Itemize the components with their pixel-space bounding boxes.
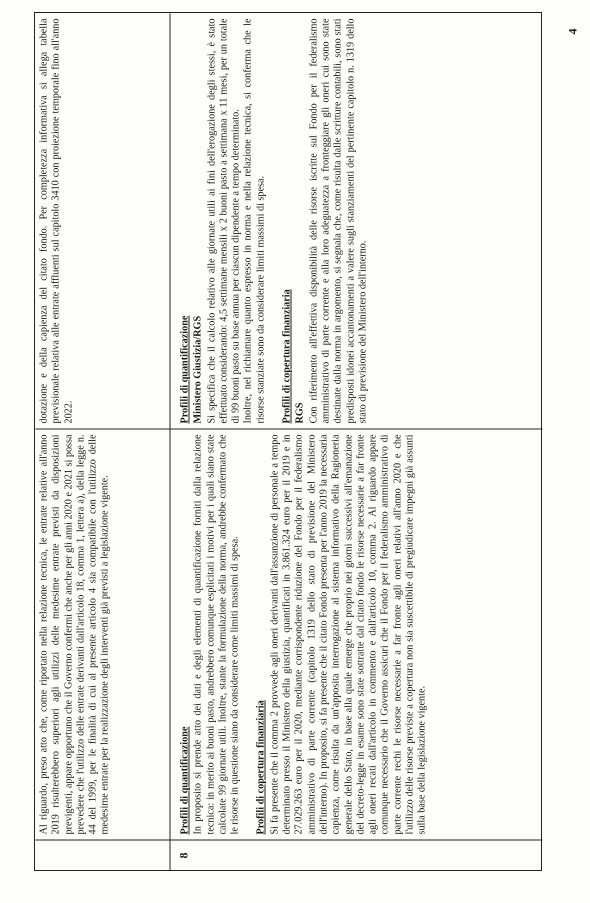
table-row-8 [169,13,542,870]
paragraph: Si fa presente che il comma 2 provvede agli oneri derivanti dall'assunzione di personale a tempo determinato presso il Ministero della giustizia, quantificati in 3.861.324 euro per il 2019 e in 27.029.263 euro per il 2020, mediante corrispondente riduzione del Fondo per il federalismo amministrativo di parte corrente (capitolo 1319 dello stato di previsione del Ministero dell'interno). In proposito, si fa presente che il citato Fondo presenta per l'anno 2019 la necessaria capienza, come risulta da un'apposita interrogazione al sistema informativo della Ragioneria generale dello Stato, in base alla quale emerge che proprio nei giorni successivi all'emanazione del decreto-legge in esame sono state sottratte dal citato fondo le risorse necessarie a far fronte agli oneri recati dall'articolo in commento e dall'articolo 10, comma 2. Al riguardo appare comunque necessario che il Governo assicuri che il Fondo per il federalismo amministrativo di parte corrente rechi le risorse necessarie a far fronte agli oneri relativi all'anno 2020 e che l'utilizzo delle risorse previste a copertura non sia suscettibile di pregiudicare impegni già assunti sulla base della legislazione vigente. [268,434,428,834]
page-number: 4 [565,28,580,35]
paragraph: Inoltre, nel richiamare quanto espresso in norma e nella relazione tecnica, si conferma che le risorse stanziate sono da considerare limiti massimi di spesa. [242,18,266,423]
table [34,12,542,871]
section-heading: Profili di quantificazione [179,315,190,423]
table-row-continued [35,13,169,870]
row-number-cell [35,840,169,870]
observation-cell [170,428,542,840]
section-heading: Profili di quantificazione [179,726,190,834]
observation-text: Al riguardo, preso atto che, come riportato nella relazione tecnica, le entrate relative all'anno 2019 risulterebbero superiori agli utilizzi delle medesime entrate previsti da disposizioni previgenti, appare opportuno che il Governo confermi che anche per gli anni 2020 e 2021 si possa prevedere che l'utilizzo delle entrate derivanti dall'articolo 18, comma 1, lettera a), della legge n. 44 del 1999, per le finalità di cui al presente articolo 4 sia compatibile con l'utilizzo delle medesime entrate per la realizzazione degli interventi già previsti a legislazione vigente. [38,434,111,834]
paragraph: Si specifica che il calcolo relativo alle giornate utili ai fini dell'erogazione degli stessi, è stato effettuato considerando: 4,5 settimane mensili x 2 buoni pasto a settimana x 11 mesi, per un totale di 99 buoni pasto su base annua per ciascun dipendente a tempo determinato. [205,18,242,423]
observation-cell [35,428,169,840]
subheading: RGS [294,402,306,423]
rotated-table-content [35,13,541,870]
paragraph: In proposito si prende atto dei dati e degli elementi di quantificazione forniti dalla relazione tecnica: in merito ai buoni pasto, andrebbero comunque esplicitati i motivi per i quali siano state calcolate 99 giornate utili. Inoltre, stante la formulazione della norma, andrebbe confermato che le risorse in questione siano da considerare come limiti massimi di spesa. [192,434,241,834]
subheading: Ministero Giustizia/RGS [192,315,204,423]
row-number: 8 [176,852,190,858]
paragraph: Con riferimento all'effettiva disponibilità delle risorse iscritte sul Fondo per il federalismo amministrativo di parte corrente e alla loro adeguatezza a fronteggiare gli oneri cui sono state destinate dalla norma in argomento, si segnala che, come risulta dalle scritture contabili, sono stati predisposti idonei accantonamenti a valere sugli stanziamenti del pertinente capitolo n. 1319 dello stato di previsione del Ministero dell'interno. [307,18,368,423]
section-heading: Profili di copertura finanziaria [281,288,293,423]
section-heading: Profili di copertura finanziaria [255,699,267,834]
response-text: dotazione e della capienza del citato fondo. Per completezza informativa si allega tabella previsionale relativa alle entrate affluenti sul capitolo 3410 con proiezione temporale fino all'anno 2022. [38,18,74,423]
response-cell [35,13,169,428]
response-cell [170,13,542,428]
